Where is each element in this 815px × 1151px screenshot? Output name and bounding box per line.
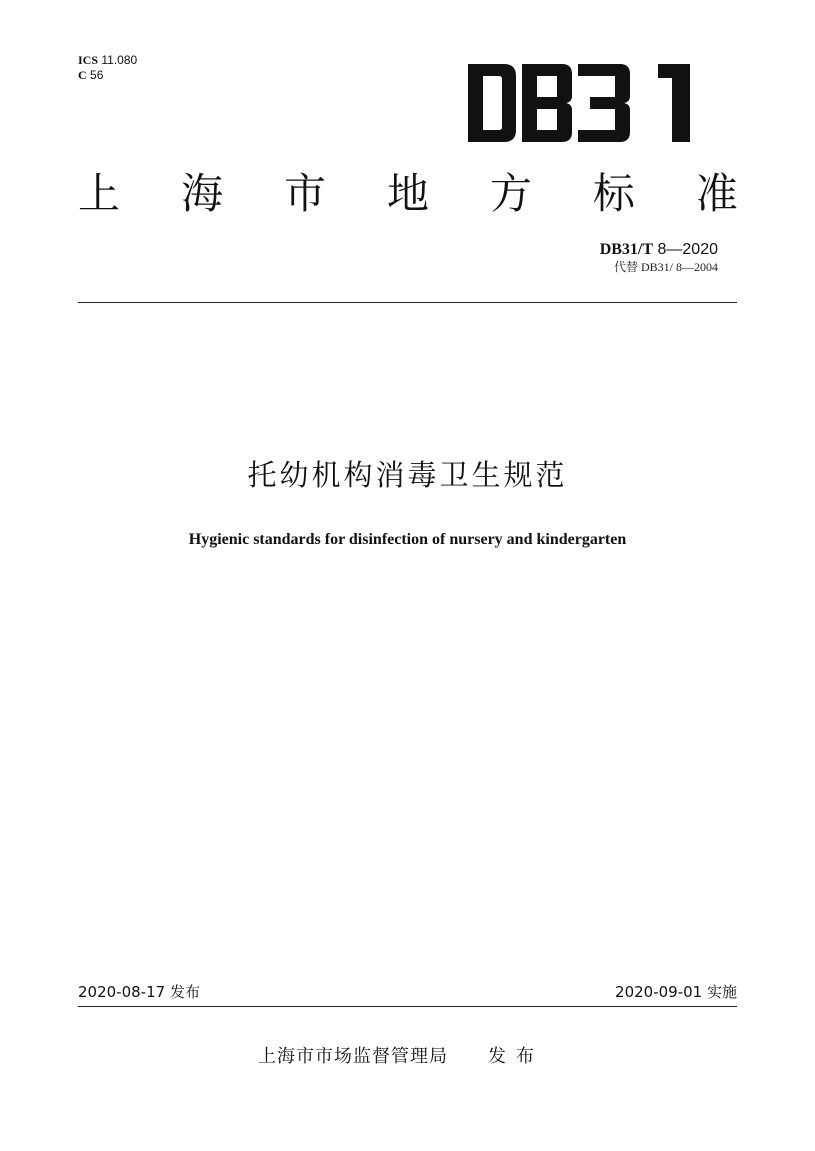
standard-number-prefix: DB31/T (599, 241, 654, 258)
ccs-code (78, 68, 137, 83)
footer-divider (78, 1006, 737, 1007)
classification-codes (78, 53, 137, 83)
publisher-action: 发布 (488, 1046, 544, 1067)
replaces-standard: 代替 DB31/ 8—2004 (613, 260, 718, 274)
document-title: 托幼机构消毒卫生规范 (247, 458, 568, 492)
standard-type-char: 准 (695, 169, 738, 218)
standard-type (78, 166, 738, 222)
standard-type-char: 标 (592, 169, 635, 218)
ccs-value: 56 (90, 68, 104, 82)
header-divider (78, 302, 737, 303)
ics-label: ICS (78, 53, 99, 67)
db31-logo (466, 64, 691, 142)
standard-type-char: 市 (283, 169, 326, 218)
ics-value: 11.080 (101, 53, 138, 67)
publisher-name: 上海市市场监督管理局 (258, 1046, 448, 1067)
issue-date: 2020-08-17 发布 (78, 983, 200, 1001)
ccs-label: C (78, 68, 87, 82)
standard-number-value: 8—2020 (657, 241, 718, 258)
standard-type-char: 地 (386, 169, 429, 218)
document-title-english: Hygienic standards for disinfection of nursery and kindergarten (188, 531, 627, 548)
implementation-date: 2020-09-01 实施 (615, 983, 737, 1001)
standard-number (600, 240, 718, 260)
publisher (258, 1045, 544, 1069)
standard-type-char: 方 (489, 169, 532, 218)
standard-number-block (600, 240, 718, 274)
standard-type-char: 海 (180, 169, 223, 218)
ics-code (78, 53, 137, 68)
standard-type-char: 上 (78, 169, 121, 218)
